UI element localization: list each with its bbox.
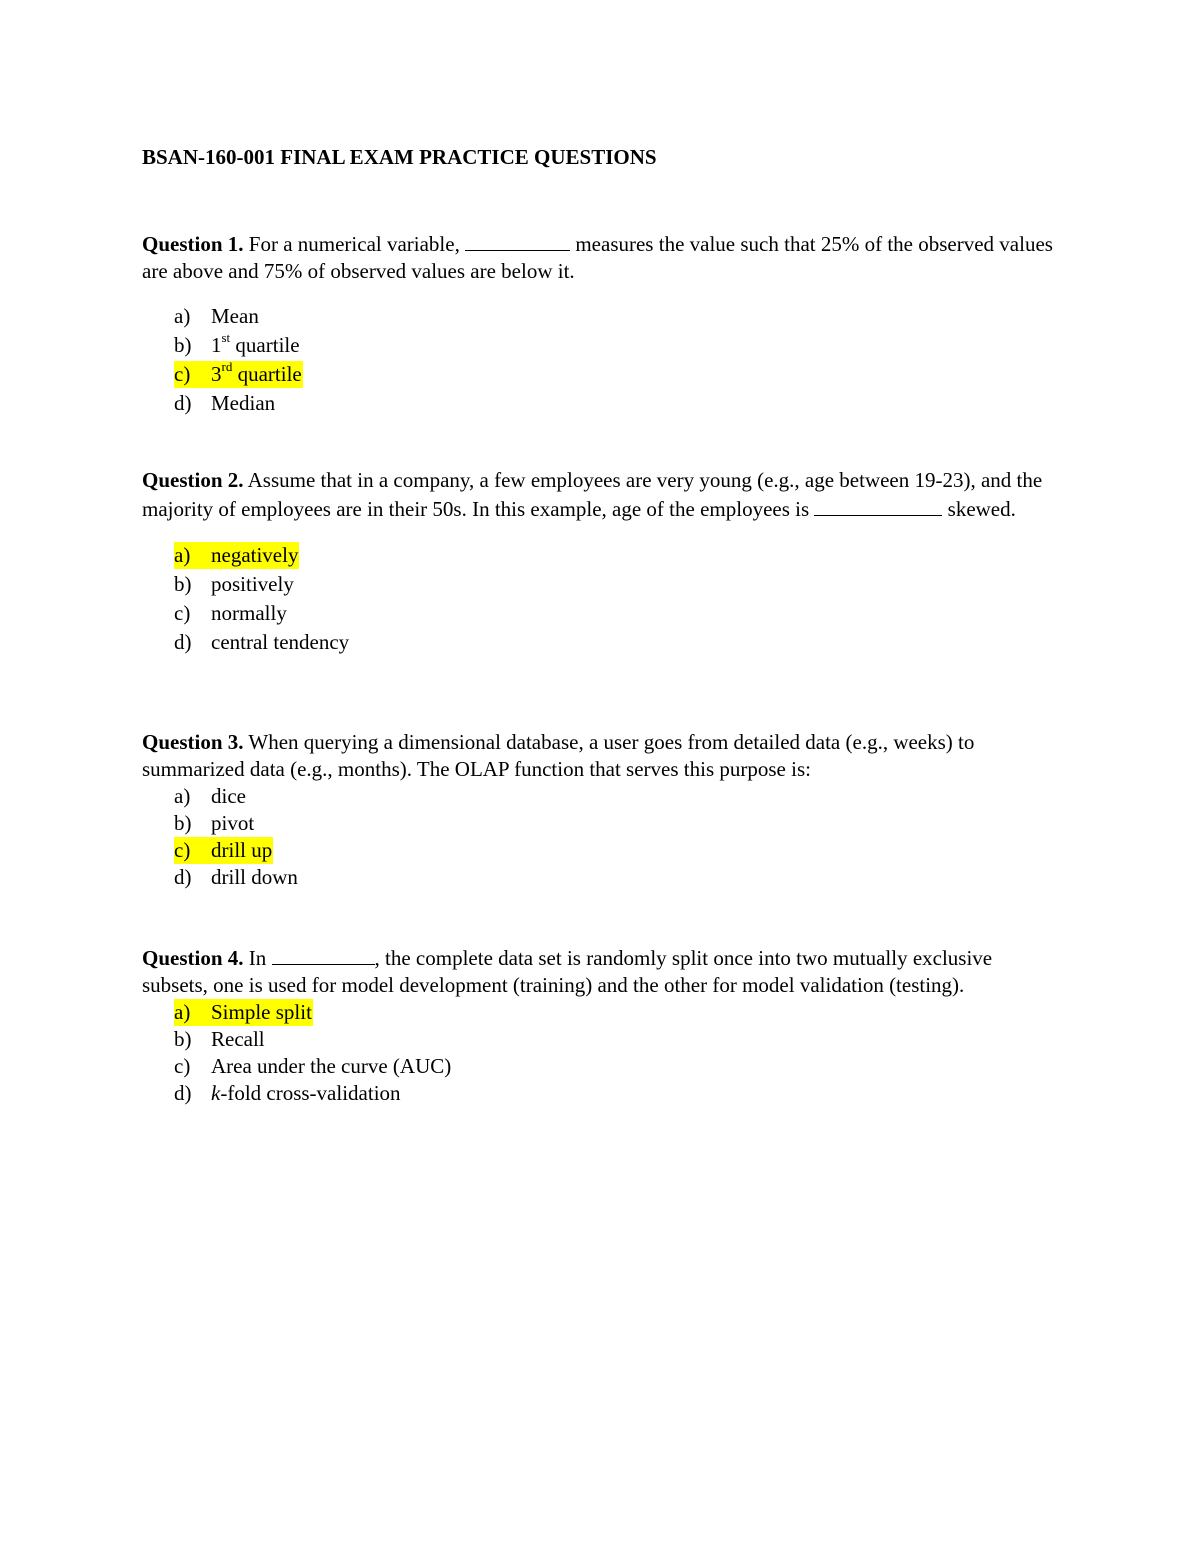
answer-options	[142, 303, 1062, 419]
option-letter: c)	[174, 362, 191, 386]
option-text: -fold cross-validation	[220, 1081, 401, 1105]
option-d	[142, 390, 1062, 419]
option-row-highlighted	[174, 999, 313, 1026]
option-c	[142, 361, 1062, 390]
option-d	[142, 629, 1062, 658]
option-c	[142, 600, 1062, 629]
option-a	[142, 303, 1062, 332]
option-row	[174, 864, 298, 891]
option-a	[142, 542, 1062, 571]
option-text: quartile	[232, 362, 302, 386]
option-row	[174, 629, 349, 656]
option-superscript: rd	[221, 359, 233, 374]
option-text: positively	[211, 572, 294, 596]
option-prefix: 1	[211, 333, 222, 357]
question-2	[142, 466, 1062, 658]
option-letter: b)	[174, 1027, 192, 1051]
option-text: drill down	[211, 865, 298, 889]
option-a	[142, 783, 1062, 810]
option-letter: d)	[174, 630, 192, 654]
question-text: For a numerical variable,	[243, 232, 466, 256]
option-letter: b)	[174, 572, 192, 596]
option-letter: a)	[174, 784, 191, 808]
option-row-highlighted	[174, 542, 299, 569]
option-prefix: 3	[211, 362, 222, 386]
option-letter: a)	[174, 543, 191, 567]
option-row	[174, 390, 275, 417]
question-4	[142, 945, 1062, 1107]
answer-options	[142, 783, 1062, 891]
option-text: Simple split	[211, 1000, 312, 1024]
option-row-highlighted	[174, 837, 273, 864]
option-letter: d)	[174, 1081, 192, 1105]
option-letter: d)	[174, 391, 192, 415]
option-text: central tendency	[211, 630, 350, 654]
option-row-highlighted	[174, 361, 303, 388]
option-text: dice	[211, 784, 246, 808]
option-row	[174, 600, 287, 627]
option-text: normally	[211, 601, 287, 625]
question-stem	[142, 466, 1062, 524]
answer-options	[142, 999, 1062, 1107]
question-3	[142, 729, 1062, 891]
option-b	[142, 332, 1062, 361]
question-label: Question 2.	[142, 468, 244, 492]
option-d	[142, 864, 1062, 891]
option-a	[142, 999, 1062, 1026]
question-text: When querying a dimensional database, a user goes from detailed data (e.g., weeks) to summarized data (e.g., months). The OLAP function that serves this purpose is:	[142, 730, 975, 781]
option-text: drill up	[211, 838, 273, 862]
question-stem	[142, 231, 1062, 285]
option-letter: a)	[174, 1000, 191, 1024]
question-text: Assume that in a company, a few employees are very young (e.g., age between 19-23), and the majority of employees are in their 50s. In this example, age of the employees is	[142, 468, 1043, 521]
option-letter: a)	[174, 304, 191, 328]
document-title: BSAN-160-001 FINAL EXAM PRACTICE QUESTIONS	[142, 145, 657, 169]
option-text: quartile	[230, 333, 300, 357]
option-row	[174, 1080, 401, 1107]
question-1	[142, 231, 1062, 419]
option-letter: c)	[174, 838, 191, 862]
question-stem	[142, 945, 1062, 999]
option-letter: d)	[174, 865, 192, 889]
answer-blank	[272, 946, 375, 965]
option-row	[174, 332, 300, 359]
option-row	[174, 810, 254, 837]
option-letter: b)	[174, 333, 192, 357]
question-text: In	[243, 946, 272, 970]
option-text: pivot	[211, 811, 255, 835]
option-row	[174, 783, 246, 810]
option-text: Recall	[211, 1027, 265, 1051]
option-b	[142, 1026, 1062, 1053]
question-stem	[142, 729, 1062, 783]
option-c	[142, 1053, 1062, 1080]
option-italic-variable: k	[211, 1081, 221, 1105]
option-text: Mean	[211, 304, 259, 328]
answer-options	[142, 542, 1062, 658]
question-label: Question 4.	[142, 946, 244, 970]
option-row	[174, 571, 294, 598]
option-d	[142, 1080, 1062, 1107]
question-label: Question 3.	[142, 730, 244, 754]
answer-blank	[814, 497, 942, 516]
option-superscript: st	[221, 330, 231, 345]
option-b	[142, 810, 1062, 837]
option-row	[174, 1026, 265, 1053]
question-label: Question 1.	[142, 232, 244, 256]
option-letter: c)	[174, 601, 191, 625]
option-letter: b)	[174, 811, 192, 835]
question-text: measures the value such that 25% of the observed values are above and 75% of observed values are below it.	[142, 232, 1053, 283]
option-text: Area under the curve (AUC)	[211, 1054, 452, 1078]
answer-blank	[465, 232, 570, 251]
option-letter: c)	[174, 1054, 191, 1078]
question-text: , the complete data set is randomly split once into two mutually exclusive subsets, one is used for model development (training) and the other for model validation (testing).	[142, 946, 993, 997]
option-row	[174, 1053, 451, 1080]
option-text: Median	[211, 391, 276, 415]
option-b	[142, 571, 1062, 600]
option-row	[174, 303, 259, 330]
option-text: negatively	[211, 543, 299, 567]
question-text: skewed.	[942, 497, 1016, 521]
option-c	[142, 837, 1062, 864]
